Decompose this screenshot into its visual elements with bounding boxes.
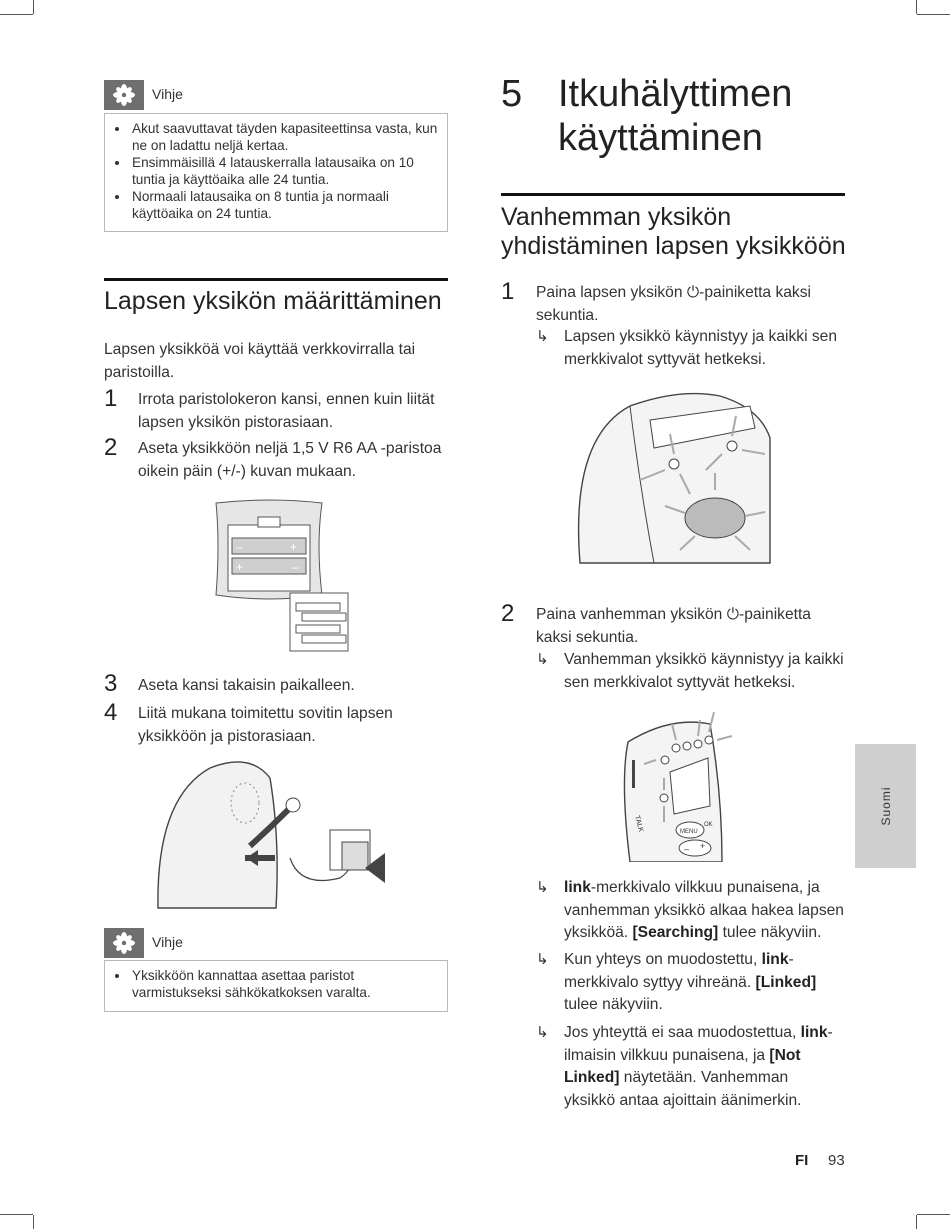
section-rule xyxy=(104,278,448,281)
tip-header xyxy=(104,80,448,110)
text-fragment: Jos yhteyttä ei saa muodostettua, xyxy=(564,1024,801,1041)
section-title-line: Vanhemman yksikön xyxy=(501,203,732,231)
step-number: 2 xyxy=(501,600,515,627)
result-text: Vanhemman yksikkö käynnistyy ja kaikki sen merkkivalot syttyvät hetkeksi. xyxy=(564,651,844,691)
language-side-tab xyxy=(855,744,916,868)
tip-item: • Ensimmäisillä 4 latauskerralla latausaika on 10 tuntia ja käyttöaika alle 24 tuntia. xyxy=(130,154,447,188)
battery-compartment-illustration xyxy=(210,495,352,655)
tip-item: • Akut saavuttavat täyden kapasiteettinsa vasta, kun ne on ladattu neljä kertaa. xyxy=(130,120,447,154)
step-text: Paina vanhemman yksikön ⏻-painiketta kaksi sekuntia. xyxy=(536,606,811,646)
result-text xyxy=(564,1022,834,1112)
result-text xyxy=(564,877,849,945)
emphasis: link xyxy=(800,1024,828,1041)
parent-unit-illustration xyxy=(610,702,750,862)
section-title-line: yhdistäminen lapsen yksikköön xyxy=(501,232,846,260)
step-number: 4 xyxy=(104,699,118,726)
emphasis: [Searching] xyxy=(632,924,719,941)
result-arrow-icon: ↳ xyxy=(536,879,549,896)
baby-unit-illustration xyxy=(570,378,780,573)
crop-mark xyxy=(0,1214,33,1215)
menu-label: MENU xyxy=(680,829,698,835)
step-number: 1 xyxy=(501,278,515,305)
text-fragment: tulee näkyviin. xyxy=(718,924,822,941)
volume-plus-label: + xyxy=(700,841,706,851)
step-text: Aseta kansi takaisin paikalleen. xyxy=(138,677,355,694)
text-fragment: -merkkivalo vilkkuu punaisena, ja vanhemman yksikkö alkaa hakea lapsen yksikköä. xyxy=(564,879,844,941)
crop-mark xyxy=(33,1215,34,1229)
tip-list xyxy=(105,120,447,222)
tip-header xyxy=(104,928,448,958)
section-rule xyxy=(501,193,845,196)
emphasis: link xyxy=(564,879,591,896)
ok-label: OK xyxy=(704,822,713,828)
crop-mark xyxy=(0,14,33,15)
tip-item: • Normaali latausaika on 8 tuntia ja normaali käyttöaika on 24 tuntia. xyxy=(130,188,447,222)
result-arrow-icon: ↳ xyxy=(536,328,549,345)
battery-plus-label: + xyxy=(236,560,244,574)
step-number: 2 xyxy=(104,434,118,461)
tip-box xyxy=(104,960,448,1012)
step-text: Irrota paristolokeron kansi, ennen kuin liität lapsen yksikön pistorasiaan. xyxy=(138,391,435,431)
result-arrow-icon: ↳ xyxy=(536,951,549,968)
battery-minus-label: – xyxy=(292,560,299,574)
result-text xyxy=(564,949,834,1017)
section-title: Lapsen yksikön määrittäminen xyxy=(104,287,442,315)
result-text: Lapsen yksikkö käynnistyy ja kaikki sen merkkivalot syttyvät hetkeksi. xyxy=(564,328,838,368)
tip-list xyxy=(105,967,447,1001)
volume-minus-label: – xyxy=(684,844,690,854)
tip-label: Vihje xyxy=(152,934,183,950)
text-fragment: näytetään. Vanhemman yksikkö antaa ajoittain äänimerkin. xyxy=(564,1069,802,1109)
adapter-connection-illustration xyxy=(150,758,390,923)
result-arrow-icon: ↳ xyxy=(536,1024,549,1041)
crop-mark xyxy=(916,1215,917,1229)
intro-text: Lapsen yksikköä voi käyttää verkkovirralla tai paristoilla. xyxy=(104,341,416,381)
crop-mark xyxy=(33,0,34,14)
text-fragment: -ilmaisin vilkkuu punaisena, ja xyxy=(564,1024,833,1064)
battery-minus-label: – xyxy=(236,540,243,554)
tip-icon xyxy=(104,928,144,958)
crop-mark xyxy=(916,0,917,14)
battery-plus-label: + xyxy=(290,540,298,554)
text-fragment: -merkkivalo syttyy vihreänä. xyxy=(564,951,794,991)
emphasis: link xyxy=(761,951,789,968)
footer-language: FI xyxy=(795,1152,809,1169)
step-number: 3 xyxy=(104,670,118,697)
tip-icon xyxy=(104,80,144,110)
text-fragment: Kun yhteys on muodostettu, xyxy=(564,951,762,968)
crop-mark xyxy=(917,14,950,15)
step-text: Paina lapsen yksikön ⏻-painiketta kaksi sekuntia. xyxy=(536,284,811,324)
chapter-title-line: Itkuhälyttimen xyxy=(558,73,793,115)
emphasis: [Not Linked] xyxy=(564,1046,801,1086)
chapter-title-line: käyttäminen xyxy=(558,117,763,159)
result-arrow-icon: ↳ xyxy=(536,651,549,668)
chapter-number: 5 xyxy=(501,73,523,115)
page-number: 93 xyxy=(828,1152,845,1169)
tip-box xyxy=(104,113,448,232)
step-number: 1 xyxy=(104,385,118,412)
text-fragment: tulee näkyviin. xyxy=(564,996,663,1013)
talk-label: TALK xyxy=(633,814,645,834)
emphasis: [Linked] xyxy=(755,973,817,991)
step-text: Liitä mukana toimitettu sovitin lapsen yksikköön ja pistorasiaan. xyxy=(138,705,393,745)
tip-label: Vihje xyxy=(152,86,183,102)
side-tab-label: Suomi xyxy=(878,786,893,826)
step-text: Aseta yksikköön neljä 1,5 V R6 AA -paristoa oikein päin (+/-) kuvan mukaan. xyxy=(138,440,442,480)
tip-item: • Yksikköön kannattaa asettaa paristot varmistukseksi sähkökatkoksen varalta. xyxy=(130,967,447,1001)
crop-mark xyxy=(917,1214,950,1215)
